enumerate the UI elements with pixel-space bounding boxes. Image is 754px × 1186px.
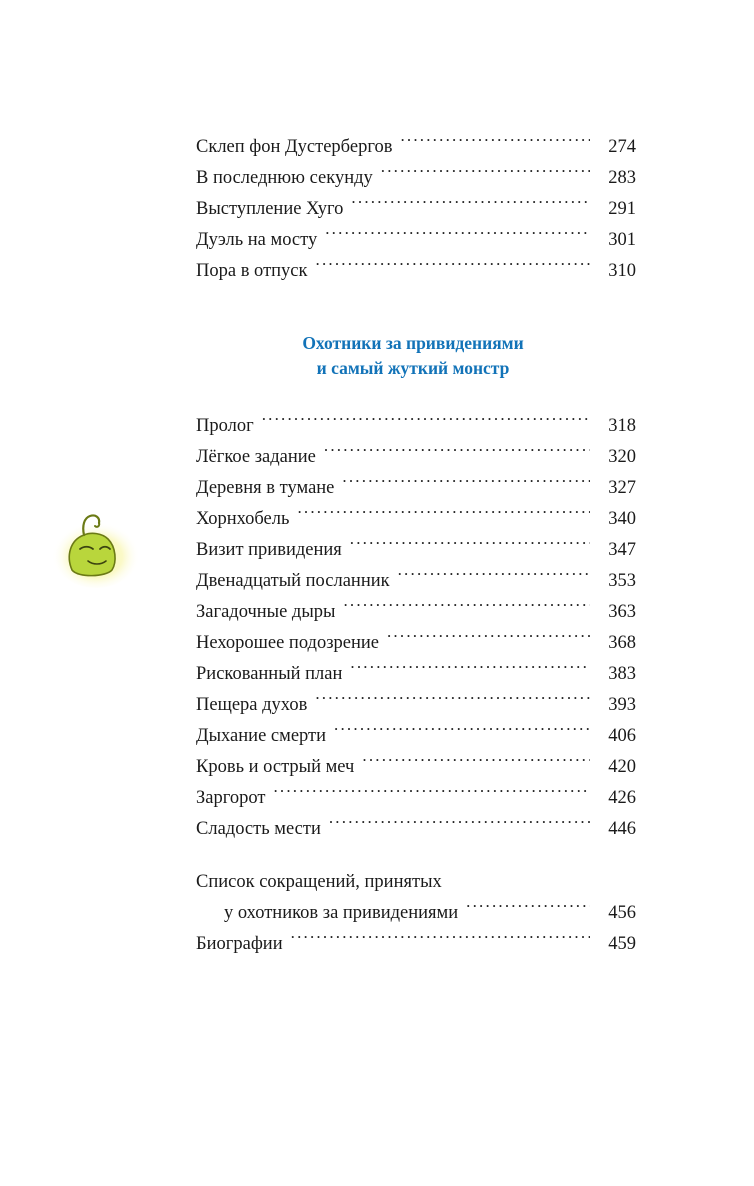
toc-entry-page: 347 [608,540,636,560]
toc-entry[interactable] [196,721,636,752]
toc-leader-dots [398,568,590,587]
toc-entry[interactable] [196,256,636,287]
toc-entry-title: Выступление Хуго [196,199,344,219]
toc-entry-title: Хорнхобель [196,509,290,529]
toc-leader-dots [324,444,590,463]
toc-section-two [196,411,636,845]
toc-appendix [196,867,636,960]
toc-leader-dots [325,227,590,246]
toc-entry-title: Заргорот [196,788,266,808]
toc-entry[interactable] [196,225,636,256]
toc-appendix-list [196,929,636,960]
toc-leader-dots [350,661,590,680]
toc-entry-page: 318 [608,416,636,436]
toc-entry-page: 420 [608,757,636,777]
toc-entry[interactable] [196,535,636,566]
toc-entry-page: 274 [608,137,636,157]
toc-leader-dots [343,599,590,618]
toc-leader-dots [400,134,590,153]
toc-leader-dots [351,196,590,215]
toc-entry-title: Пора в отпуск [196,261,308,281]
toc-entry[interactable] [196,867,636,929]
toc-entry-title: Деревня в тумане [196,478,335,498]
toc-leader-dots [297,506,590,525]
toc-entry-page: 426 [608,788,636,808]
toc-entry-title: Пещера духов [196,695,308,715]
toc-entry[interactable] [196,814,636,845]
toc-entry-title: Дыхание смерти [196,726,327,746]
toc-entry-page: 301 [608,230,636,250]
toc-entry-title: Дуэль на мосту [196,230,318,250]
toc-leader-dots [387,630,590,649]
toc-leader-dots [262,413,590,432]
toc-entry-page: 459 [608,934,636,954]
toc-entry-page: 327 [608,478,636,498]
toc-entry[interactable] [196,597,636,628]
toc-entry-title: Кровь и острый меч [196,757,355,777]
toc-leader-dots [466,900,590,919]
toc-entry[interactable] [196,628,636,659]
toc-entry-title: Двенадцатый посланник [196,571,390,591]
toc-entry-title: В последнюю секунду [196,168,373,188]
toc-entry[interactable] [196,566,636,597]
section-heading-line1: Охотники за привидениями [302,333,524,353]
toc-entry-page: 383 [608,664,636,684]
toc-section-one [196,132,636,287]
toc-leader-dots [342,475,590,494]
toc-entry-title: Визит привидения [196,540,342,560]
toc-leader-dots [315,692,590,711]
toc-entry[interactable] [196,194,636,225]
toc-entry-title-line2: у охотников за привидениями [224,903,459,923]
toc-entry[interactable] [196,411,636,442]
toc-leader-dots [316,258,591,277]
toc-leader-dots [350,537,590,556]
toc-leader-dots [291,931,590,950]
toc-entry[interactable] [196,929,636,960]
toc-leader-dots [381,165,590,184]
toc-entry[interactable] [196,132,636,163]
toc-entry[interactable] [196,442,636,473]
toc-entry[interactable] [196,752,636,783]
toc-entry-page: 456 [608,903,636,923]
toc-leader-dots [334,723,590,742]
toc-entry-title: Рискованный план [196,664,343,684]
toc-leader-dots [329,816,590,835]
toc-entry[interactable] [196,163,636,194]
toc-entry-title: Биографии [196,934,283,954]
toc-entry[interactable] [196,473,636,504]
toc-entry-title: Лёгкое задание [196,447,316,467]
toc-entry-title: Склеп фон Дустербергов [196,137,393,157]
toc-entry-page: 363 [608,602,636,622]
section-heading-line2: и самый жуткий монстр [316,358,510,378]
toc-entry-page: 368 [608,633,636,653]
section-heading [196,331,636,381]
toc-leader-dots [273,785,590,804]
toc-entry-page: 283 [608,168,636,188]
ghost-illustration [50,508,142,590]
toc-entry-page: 406 [608,726,636,746]
toc-entry-page: 446 [608,819,636,839]
toc-entry-page: 310 [608,261,636,281]
toc-entry-title-line1: Список сокращений, принятых [196,872,442,892]
toc-entry[interactable] [196,690,636,721]
toc-entry-page: 291 [608,199,636,219]
toc-entry-title: Нехорошее подозрение [196,633,379,653]
toc-entry[interactable] [196,783,636,814]
toc-leader-dots [362,754,590,773]
toc-entry[interactable] [196,504,636,535]
toc-content [196,132,636,960]
toc-entry-title: Загадочные дыры [196,602,336,622]
toc-entry-title: Сладость мести [196,819,321,839]
toc-entry-page: 353 [608,571,636,591]
toc-entry-page: 393 [608,695,636,715]
toc-entry-page: 340 [608,509,636,529]
toc-entry-title: Пролог [196,416,254,436]
toc-entry-page: 320 [608,447,636,467]
toc-entry[interactable] [196,659,636,690]
